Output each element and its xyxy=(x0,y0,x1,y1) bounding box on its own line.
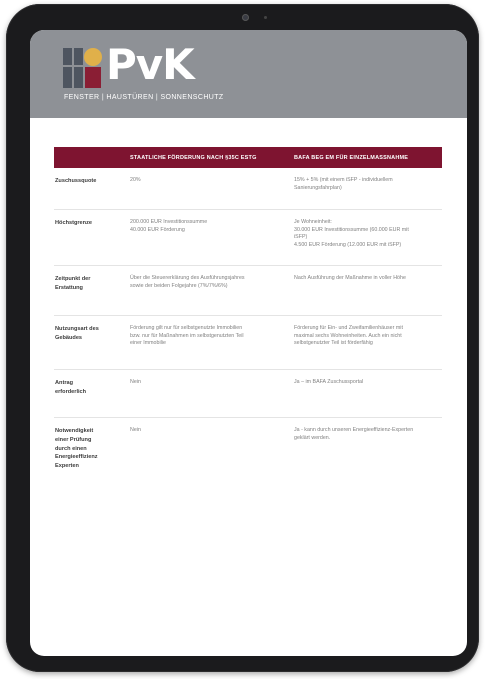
table-row xyxy=(54,266,442,316)
table-row xyxy=(54,210,442,266)
row-value-steuer: 20% xyxy=(130,177,141,183)
row-label: Notwendigkeit einer Prüfung durch einen Energieeffizienz Experten xyxy=(55,428,98,470)
comparison-table xyxy=(54,147,442,490)
row-label: Zuschussquote xyxy=(55,178,97,184)
tablet-frame xyxy=(6,4,479,672)
brand-name[interactable]: PvK xyxy=(106,40,194,89)
pvk-logo-icon[interactable] xyxy=(63,48,103,88)
header-cell-bafa: BAFA BEG EM FÜR EINZELMASSNAHME xyxy=(294,154,409,161)
row-value-bafa: 15% + 5% (mit einem iSFP - individuellem Sanierungsfahrplan) xyxy=(294,177,393,191)
row-label: Antrag erforderlich xyxy=(55,380,87,395)
row-value-steuer: Nein xyxy=(130,379,141,385)
table-row xyxy=(54,168,442,210)
row-value-steuer: Förderung gilt nur für selbstgenutzte Immobilien bzw. nur für Maßnahmen im selbstgenutzten Teil einer Immobilie xyxy=(130,325,244,347)
row-value-bafa: Je Wohneinheit: 30.000 EUR Investitionssumme (60.000 EUR mit iSFP) 4.500 EUR Förderung (12.000 EUR mit iSFP) xyxy=(294,219,409,248)
row-value-bafa: Förderung für Ein- und Zweifamilienhäuser mit maximal sechs Wohneinheiten. Auch ein nicht selbstgenutzter Teil ist förderfähig xyxy=(294,325,403,347)
row-label: Zeitpunkt der Erstattung xyxy=(55,276,91,291)
row-value-bafa: Nach Ausführung der Maßnahme in voller Höhe xyxy=(294,275,406,281)
row-value-steuer: 200.000 EUR Investitionssumme 40.000 EUR Förderung xyxy=(130,219,208,233)
sensor-icon xyxy=(264,16,267,19)
camera-icon xyxy=(242,14,249,21)
row-value-bafa: Ja - kann durch unseren Energieeffizienz-Experten geklärt werden. xyxy=(294,427,414,441)
row-value-steuer: Nein xyxy=(130,427,141,433)
table-header xyxy=(54,147,442,168)
table-row xyxy=(54,316,442,370)
brand-tagline: FENSTER | HAUSTÜREN | SONNENSCHUTZ xyxy=(64,94,224,101)
table-row xyxy=(54,370,442,418)
screen xyxy=(30,30,467,656)
row-value-bafa: Ja – im BAFA Zuschussportal xyxy=(294,379,364,385)
row-label: Nutzungsart des Gebäudes xyxy=(55,326,99,341)
row-value-steuer: Über die Steuererklärung des Ausführungsjahres sowie der beiden Folgejahre (7%/7%/6%) xyxy=(130,275,245,289)
table-row xyxy=(54,418,442,490)
row-label: Höchstgrenze xyxy=(55,220,92,226)
site-header xyxy=(30,30,467,118)
header-cell-steuer: STAATLICHE FÖRDERUNG NACH §35C ESTG xyxy=(130,154,257,161)
